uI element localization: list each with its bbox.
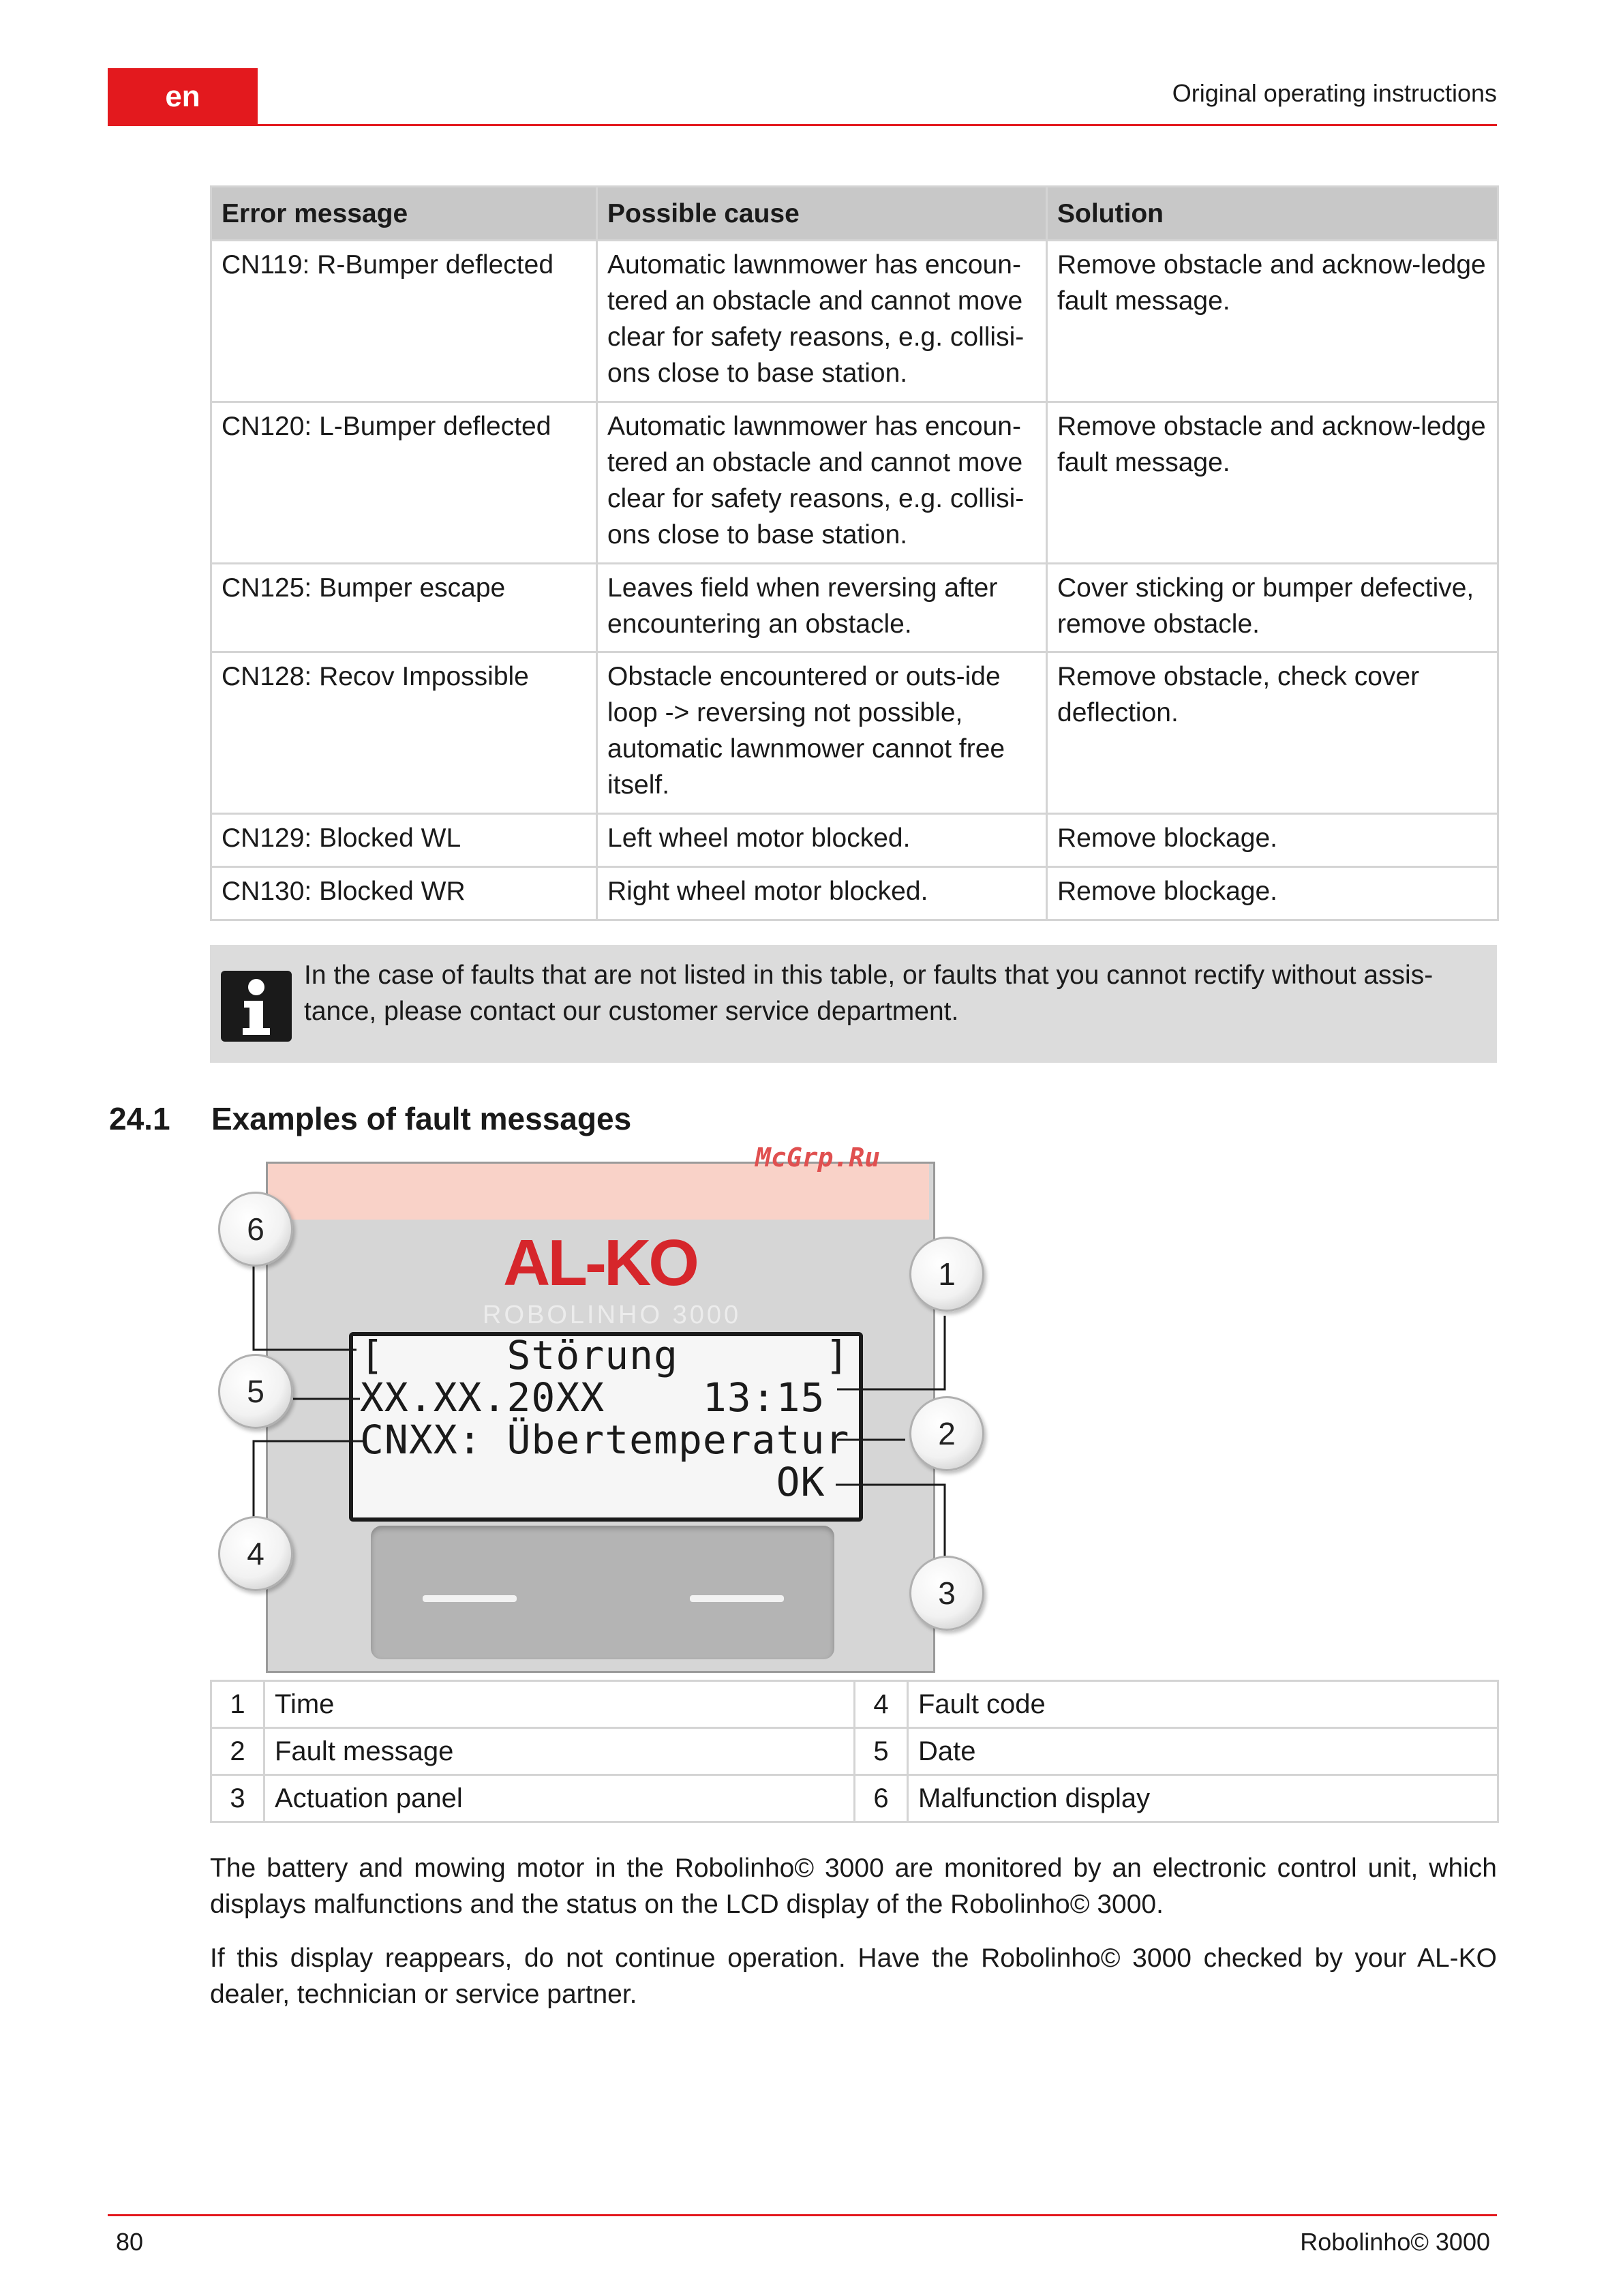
fault-table [210, 185, 1499, 921]
legend-label: Actuation panel [264, 1775, 855, 1822]
table-row [211, 1775, 1498, 1822]
legend-number: 3 [211, 1775, 264, 1822]
figure-legend [210, 1680, 1499, 1823]
column-header: Possible cause [597, 187, 1047, 241]
table-row [211, 564, 1498, 652]
column-header: Error message [211, 187, 597, 241]
paragraph: The battery and mowing motor in the Robolinho© 3000 are monitored by an electronic control unit, which displays malfunctions and the status on the LCD display of the Robolinho© 3000. [210, 1854, 1497, 1919]
solution-cell: Remove obstacle and acknow-ledge fault message. [1047, 241, 1498, 402]
solution-cell: Remove blockage. [1047, 814, 1498, 867]
possible-cause-cell: Obstacle encountered or outs-ide loop -> reversing not possible, automatic lawnmower cannot free itself. [597, 652, 1047, 814]
legend-label: Time [264, 1681, 855, 1728]
table-row [211, 402, 1498, 564]
legend-label: Fault code [908, 1681, 1498, 1728]
table-row [211, 241, 1498, 402]
solution-cell: Remove obstacle, check cover deflection. [1047, 652, 1498, 814]
possible-cause-cell: Leaves field when reversing after encountering an obstacle. [597, 564, 1047, 652]
table-row [211, 652, 1498, 814]
page-number: 80 [116, 2228, 144, 2256]
legend-number: 4 [855, 1681, 908, 1728]
column-header: Solution [1047, 187, 1498, 241]
possible-cause-cell: Right wheel motor blocked. [597, 867, 1047, 920]
callout-5: 5 [218, 1354, 293, 1429]
watermark: McGrp.Ru [755, 1143, 881, 1173]
callout-4: 4 [218, 1516, 293, 1591]
table-row [211, 814, 1498, 867]
callout-3: 3 [909, 1556, 984, 1631]
product-logo: ROBOLINHO 3000 [483, 1301, 742, 1329]
lcd-line-datetime: XX.XX.20XX 13:15 [360, 1374, 825, 1421]
callout-1: 1 [909, 1237, 984, 1312]
footer-product-name: Robolinho© 3000 [1300, 2228, 1490, 2256]
solution-cell: Remove obstacle and acknow-ledge fault message. [1047, 402, 1498, 564]
legend-number: 2 [211, 1728, 264, 1775]
footer-rule [108, 2214, 1497, 2216]
fault-display-figure [210, 1143, 1014, 1677]
legend-number: 6 [855, 1775, 908, 1822]
error-message-cell: CN130: Blocked WR [211, 867, 597, 920]
header-title: Original operating instructions [1172, 79, 1497, 107]
lcd-line-title: [ Störung ] [360, 1332, 850, 1378]
alko-logo: AL-KO [503, 1226, 697, 1299]
legend-label: Fault message [264, 1728, 855, 1775]
possible-cause-cell: Automatic lawnmower has encoun-tered an obstacle and cannot move clear for safety reasons, e.g. collisi-ons close to base station. [597, 241, 1047, 402]
fault-table-header-row [211, 187, 1498, 241]
callout-leader-lines [210, 1152, 1014, 1677]
info-icon [221, 971, 292, 1042]
lcd-line-ok: OK [360, 1459, 825, 1505]
legend-number: 5 [855, 1728, 908, 1775]
error-message-cell: CN119: R-Bumper deflected [211, 241, 597, 402]
table-row [211, 1681, 1498, 1728]
table-row [211, 867, 1498, 920]
header-rule [108, 124, 1497, 126]
error-message-cell: CN125: Bumper escape [211, 564, 597, 652]
section-title: Examples of fault messages [211, 1101, 632, 1136]
legend-number: 1 [211, 1681, 264, 1728]
leader-line-6 [254, 1263, 357, 1350]
possible-cause-cell: Left wheel motor blocked. [597, 814, 1047, 867]
info-note-text: In the case of faults that are not listed in this table, or faults that you cannot rectify without assis-tance, please contact our customer service department. [304, 961, 1434, 1026]
solution-cell: Cover sticking or bumper defective, remove obstacle. [1047, 564, 1498, 652]
table-row [211, 1728, 1498, 1775]
error-message-cell: CN120: L-Bumper deflected [211, 402, 597, 564]
callout-6: 6 [218, 1192, 293, 1267]
legend-label: Malfunction display [908, 1775, 1498, 1822]
info-note [210, 945, 1497, 1063]
lcd-line-fault: CNXX: Übertemperatur [360, 1417, 850, 1463]
language-tab: en [108, 68, 258, 125]
paragraph: If this display reappears, do not continue operation. Have the Robolinho© 3000 checked by your AL-KO dealer, technician or service partner. [210, 1944, 1497, 2009]
solution-cell: Remove blockage. [1047, 867, 1498, 920]
callout-2: 2 [909, 1396, 984, 1471]
section-number: 24.1 [109, 1101, 170, 1136]
leader-line-1 [837, 1316, 945, 1389]
error-message-cell: CN129: Blocked WL [211, 814, 597, 867]
error-message-cell: CN128: Recov Impossible [211, 652, 597, 814]
possible-cause-cell: Automatic lawnmower has encoun-tered an obstacle and cannot move clear for safety reasons, e.g. collisi-ons close to base station. [597, 402, 1047, 564]
legend-label: Date [908, 1728, 1498, 1775]
